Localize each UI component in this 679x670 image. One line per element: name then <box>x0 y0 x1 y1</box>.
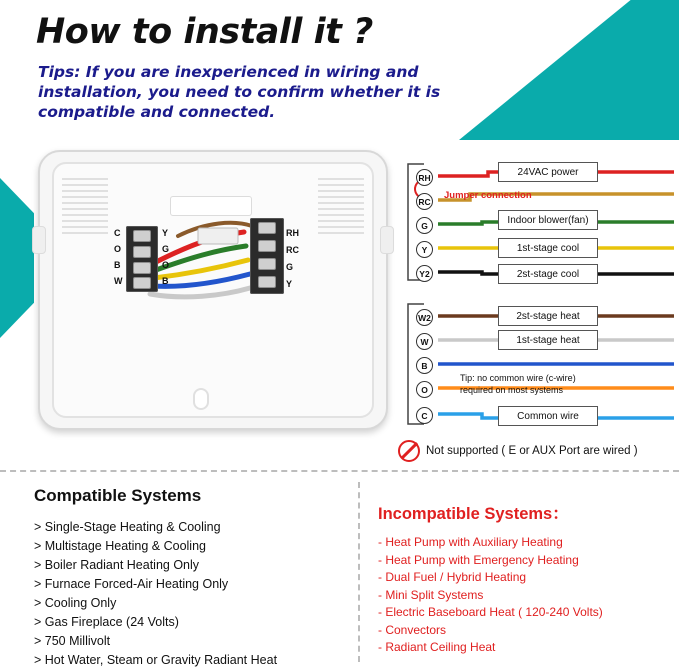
not-supported-text: Not supported ( E or AUX Port are wired ) <box>426 445 638 457</box>
label-common-wire: Common wire <box>498 406 598 426</box>
label-2st-stage-cool: 2st-stage cool <box>498 264 598 284</box>
c-wire-tip-line2: required on most systems <box>460 385 564 395</box>
header-banner <box>0 0 679 140</box>
label-indoor-blower: Indoor blower(fan) <box>498 210 598 230</box>
compatible-systems-section <box>34 486 354 670</box>
list-item: > Boiler Radiant Heating Only <box>34 558 200 572</box>
not-supported-note <box>398 440 678 462</box>
list-item: - Electric Baseboard Heat ( 120-240 Volts) <box>378 605 603 619</box>
tips-text: Tips: If you are inexperienced in wiring and installation, you need to confirm whether it is compatible and connected. <box>38 63 441 121</box>
terminal-label-right-2: G <box>286 262 294 272</box>
compatible-systems-title: Compatible Systems <box>34 486 202 505</box>
incompatible-systems-list <box>378 534 678 657</box>
list-item: - Radiant Ceiling Heat <box>378 640 496 654</box>
port-o: O <box>416 381 433 398</box>
port-w: W <box>416 333 433 350</box>
port-b: B <box>416 357 433 374</box>
terminal-label-left-0: C <box>114 228 121 238</box>
terminal-label-right-1: RC <box>286 245 299 255</box>
port-rc: RC <box>416 193 433 210</box>
list-item: > Single-Stage Heating & Cooling <box>34 520 221 534</box>
terminal-block-right <box>250 218 284 294</box>
label-2st-stage-heat: 2st-stage heat <box>498 306 598 326</box>
list-item: > Cooling Only <box>34 596 117 610</box>
label-1st-stage-cool: 1st-stage cool <box>498 238 598 258</box>
port-rh: RH <box>416 169 433 186</box>
wiring-diagram <box>398 150 674 450</box>
list-item: - Heat Pump with Emergency Heating <box>378 552 579 567</box>
list-item: - Convectors <box>378 622 447 637</box>
page-title: How to install it ? <box>36 12 373 52</box>
list-item: - Mini Split Systems <box>378 587 484 602</box>
list-item: - Heat Pump with Auxiliary Heating <box>378 535 563 549</box>
terminal-label-left-2: B <box>114 260 121 270</box>
incompatible-systems-section <box>378 500 678 657</box>
port-c: C <box>416 407 433 424</box>
list-item: > Gas Fireplace (24 Volts) <box>34 615 179 629</box>
terminal-label-right-0: RH <box>286 228 299 238</box>
terminal-label-left-1: O <box>114 244 122 254</box>
jumper-connection-note: Jumper connection <box>444 190 532 201</box>
label-24vac-power: 24VAC power <box>498 162 598 182</box>
left-teal-accent <box>0 178 34 338</box>
port-w2: W2 <box>416 309 433 326</box>
port-y: Y <box>416 241 433 258</box>
list-item: > 750 Millivolt <box>34 634 111 648</box>
compatible-systems-list <box>34 518 354 670</box>
terminal-label-mid-3: B <box>162 276 169 286</box>
incompatible-systems-title: Incompatible Systems： <box>378 505 569 523</box>
terminal-label-mid-1: G <box>162 244 170 254</box>
list-item: - Dual Fuel / Hybrid Heating <box>378 570 527 584</box>
label-1st-stage-heat: 1st-stage heat <box>498 330 598 350</box>
terminal-block-left <box>126 226 158 292</box>
port-g: G <box>416 217 433 234</box>
terminal-label-mid-0: Y <box>162 228 169 238</box>
list-item: > Furnace Forced-Air Heating Only <box>34 577 229 591</box>
c-wire-tip-line1: Tip: no common wire (c-wire) <box>460 373 576 383</box>
list-item: > Multistage Heating & Cooling <box>34 539 206 553</box>
vertical-divider <box>358 482 360 662</box>
horizontal-divider <box>0 470 679 472</box>
prohibited-icon <box>398 440 420 462</box>
list-item: > Hot Water, Steam or Gravity Radiant Heat <box>34 653 278 667</box>
terminal-label-mid-2: O <box>162 260 170 270</box>
wire-bundle-illustration <box>38 150 388 430</box>
terminal-label-left-3: W <box>114 276 123 286</box>
port-y2: Y2 <box>416 265 433 282</box>
terminal-label-right-3: Y <box>286 279 293 289</box>
top-wire-paths <box>398 150 674 450</box>
